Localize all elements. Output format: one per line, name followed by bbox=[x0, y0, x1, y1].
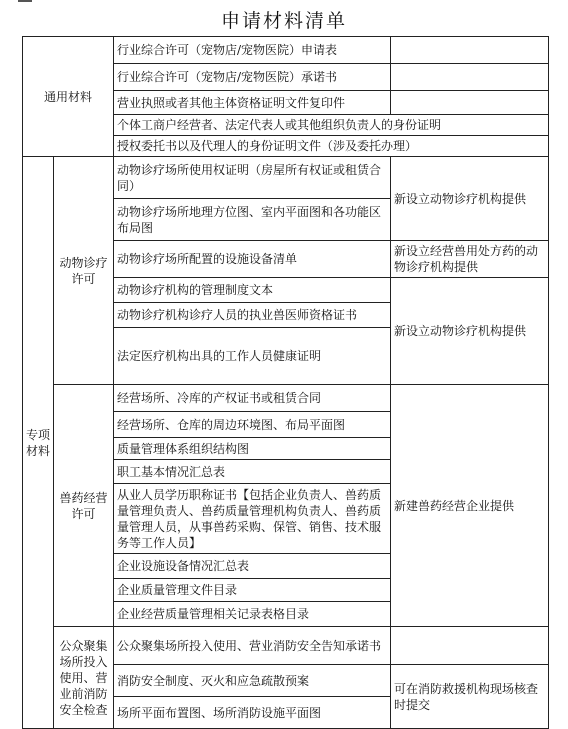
group-label-vet-drug: 兽药经营许可 bbox=[54, 385, 114, 627]
special-item: 动物诊疗场所配置的设施设备清单 bbox=[114, 241, 391, 278]
special-item: 动物诊疗机构诊疗人员的执业兽医师资格证书 bbox=[114, 303, 391, 328]
special-item: 场所平面布置图、场所消防设施平面图 bbox=[114, 697, 391, 729]
group-label-animal-clinic: 动物诊疗许可 bbox=[54, 157, 114, 385]
special-item: 消防安全制度、灭火和应急疏散预案 bbox=[114, 665, 391, 697]
note-cell bbox=[391, 37, 549, 64]
note-cell: 可在消防救援机构现场核查时提交 bbox=[391, 665, 549, 729]
general-item: 个体工商户经营者、法定代表人或其他组织负责人的身份证明 bbox=[114, 115, 549, 136]
note-cell bbox=[391, 91, 549, 115]
special-item: 企业经营质量管理相关记录表格目录 bbox=[114, 602, 391, 627]
general-item: 行业综合许可（宠物店/宠物医院）承诺书 bbox=[114, 64, 391, 91]
general-item: 营业执照或者其他主体资格证明文件复印件 bbox=[114, 91, 391, 115]
special-item: 动物诊疗场所地理方位图、室内平面图和各功能区布局图 bbox=[114, 199, 391, 241]
note-cell bbox=[391, 627, 549, 665]
special-item: 企业质量管理文件目录 bbox=[114, 579, 391, 602]
special-item: 动物诊疗场所使用权证明（房屋所有权证或租赁合同） bbox=[114, 157, 391, 199]
note-cell: 新设立经营兽用处方药的动物诊疗机构提供 bbox=[391, 241, 549, 278]
group-label-fire-safety: 公众聚集场所投入使用、营业前消防安全检查 bbox=[54, 627, 114, 729]
table-row bbox=[23, 37, 549, 64]
special-item: 动物诊疗机构的管理制度文本 bbox=[114, 278, 391, 303]
special-item: 经营场所、仓库的周边环境图、布局平面图 bbox=[114, 412, 391, 438]
note-cell: 新设立动物诊疗机构提供 bbox=[391, 278, 549, 385]
special-item: 职工基本情况汇总表 bbox=[114, 460, 391, 484]
page-title: 申请材料清单 bbox=[220, 10, 347, 32]
note-cell bbox=[391, 64, 549, 91]
general-item: 授权委托书以及代理人的身份证明文件（涉及委托办理） bbox=[114, 136, 549, 157]
special-item: 质量管理体系组织结构图 bbox=[114, 438, 391, 460]
table-row bbox=[23, 385, 549, 412]
special-materials-label: 专项材料 bbox=[23, 157, 54, 729]
general-materials-label: 通用材料 bbox=[23, 37, 114, 157]
special-item: 从业人员学历职称证书【包括企业负责人、兽药质量管理负责人、兽药质量管理机构负责人、兽药质量管理人员，从事兽药采购、保管、销售、技术服务等工作人员】 bbox=[114, 484, 391, 554]
table-row bbox=[23, 157, 549, 199]
page-edge-mark bbox=[18, 0, 32, 5]
table-row bbox=[23, 627, 549, 665]
general-item: 行业综合许可（宠物店/宠物医院）申请表 bbox=[114, 37, 391, 64]
note-cell: 新建兽药经营企业提供 bbox=[391, 385, 549, 627]
note-cell: 新设立动物诊疗机构提供 bbox=[391, 157, 549, 241]
special-item: 公众聚集场所投入使用、营业消防安全告知承诺书 bbox=[114, 627, 391, 665]
materials-table bbox=[22, 36, 549, 729]
special-item: 经营场所、冷库的产权证书或租赁合同 bbox=[114, 385, 391, 412]
special-item: 法定医疗机构出具的工作人员健康证明 bbox=[114, 328, 391, 385]
special-item: 企业设施设备情况汇总表 bbox=[114, 554, 391, 579]
